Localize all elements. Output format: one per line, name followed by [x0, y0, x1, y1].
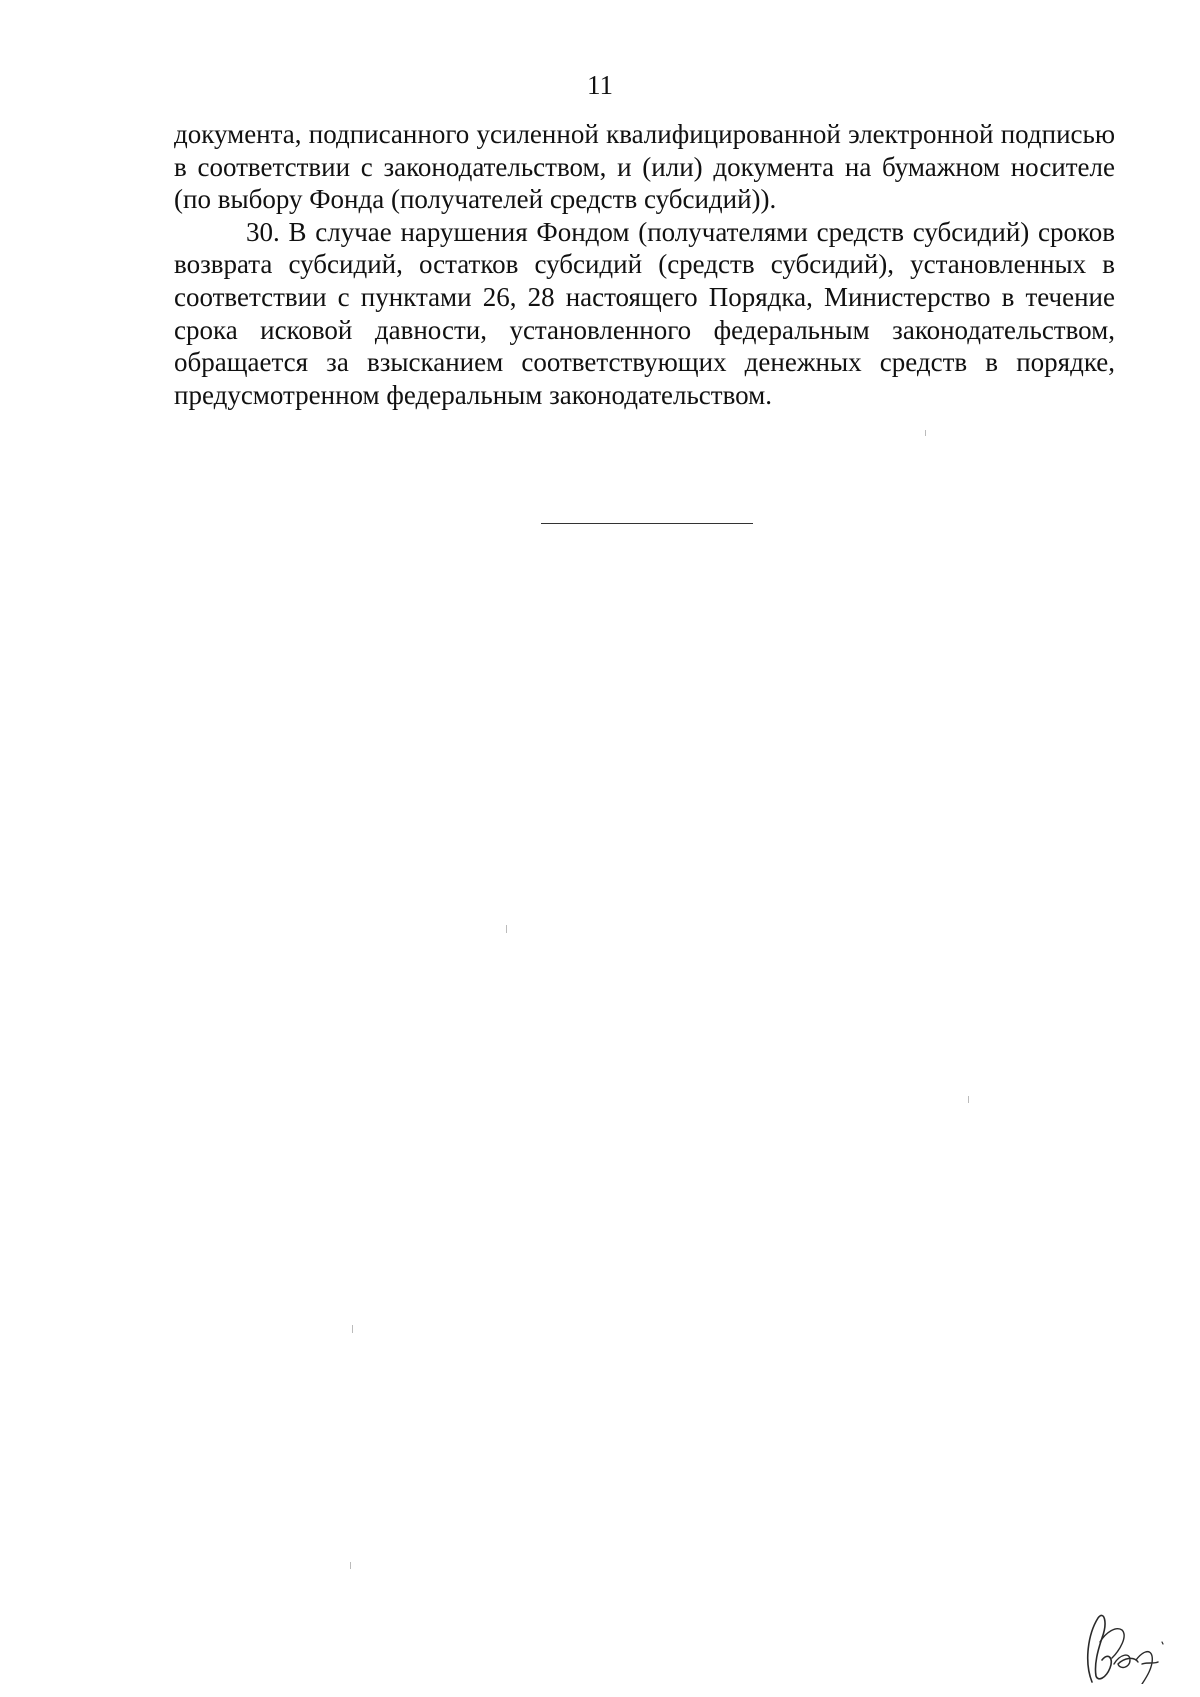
document-body — [174, 118, 1115, 411]
paragraph-item-30: 30. В случае нарушения Фондом (получателями средств субсидий) сроков возврата субсидий, остатков субсидий (средств субсидий), установленных в соответствии с пунктами 26, 28 настоящего Порядка, Министерство в течение срока исковой давности, установленного федеральным законодательством, обращается за взысканием соответствующих денежных средств в порядке, предусмотренном федеральным законодательством. — [174, 216, 1115, 410]
paragraph-continuation: документа, подписанного усиленной квалифицированной электронной подписью в соответствии с законодательством, и (или) документа на бумажном носителе (по выбору Фонда (получателей средств субсидий)). — [174, 119, 1115, 215]
scan-speck — [506, 925, 507, 933]
scan-speck — [352, 1325, 353, 1333]
scan-speck — [968, 1096, 969, 1103]
handwritten-initials-signature — [1072, 1612, 1168, 1684]
page-number: 11 — [587, 70, 613, 100]
scan-speck — [350, 1562, 351, 1569]
end-of-text-rule — [541, 523, 753, 524]
scan-speck — [925, 430, 926, 436]
